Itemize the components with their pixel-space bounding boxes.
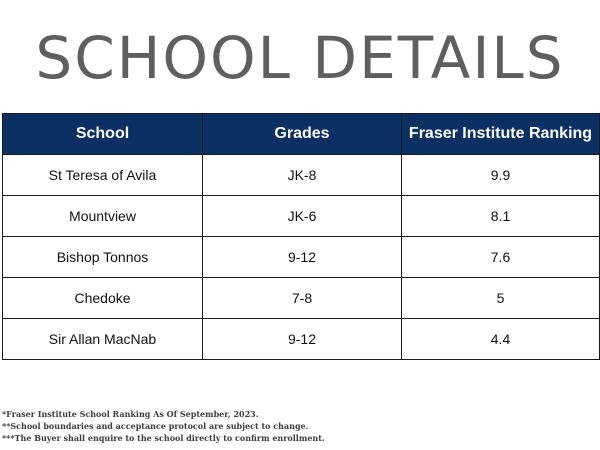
grades-cell: 9-12 [203, 319, 402, 360]
table-row [3, 319, 600, 360]
ranking-cell: 4.4 [402, 319, 600, 360]
column-header-school: School [3, 114, 203, 155]
school-details-table [2, 113, 600, 360]
ranking-cell: 5 [402, 278, 600, 319]
school-name-cell: St Teresa of Avila [3, 155, 203, 196]
grades-cell: 7-8 [203, 278, 402, 319]
grades-cell: JK-6 [203, 196, 402, 237]
table-row [3, 196, 600, 237]
table-row [3, 155, 600, 196]
table-row [3, 278, 600, 319]
page-title: SCHOOL DETAILS [35, 24, 565, 92]
ranking-cell: 7.6 [402, 237, 600, 278]
footnotes [2, 408, 592, 444]
ranking-cell: 9.9 [402, 155, 600, 196]
table-row [3, 237, 600, 278]
school-name-cell: Sir Allan MacNab [3, 319, 203, 360]
footnote-ranking-date: *Fraser Institute School Ranking As Of September, 2023. [2, 409, 259, 419]
school-name-cell: Mountview [3, 196, 203, 237]
footnote-boundaries: **School boundaries and acceptance protocol are subject to change. [2, 421, 309, 431]
school-name-cell: Bishop Tonnos [3, 237, 203, 278]
column-header-ranking: Fraser Institute Ranking [402, 114, 600, 155]
footnote-enrollment: ***The Buyer shall enquire to the school directly to confirm enrollment. [2, 433, 325, 443]
grades-cell: JK-8 [203, 155, 402, 196]
school-name-cell: Chedoke [3, 278, 203, 319]
column-header-grades: Grades [203, 114, 402, 155]
grades-cell: 9-12 [203, 237, 402, 278]
table-header-row [3, 114, 600, 155]
ranking-cell: 8.1 [402, 196, 600, 237]
